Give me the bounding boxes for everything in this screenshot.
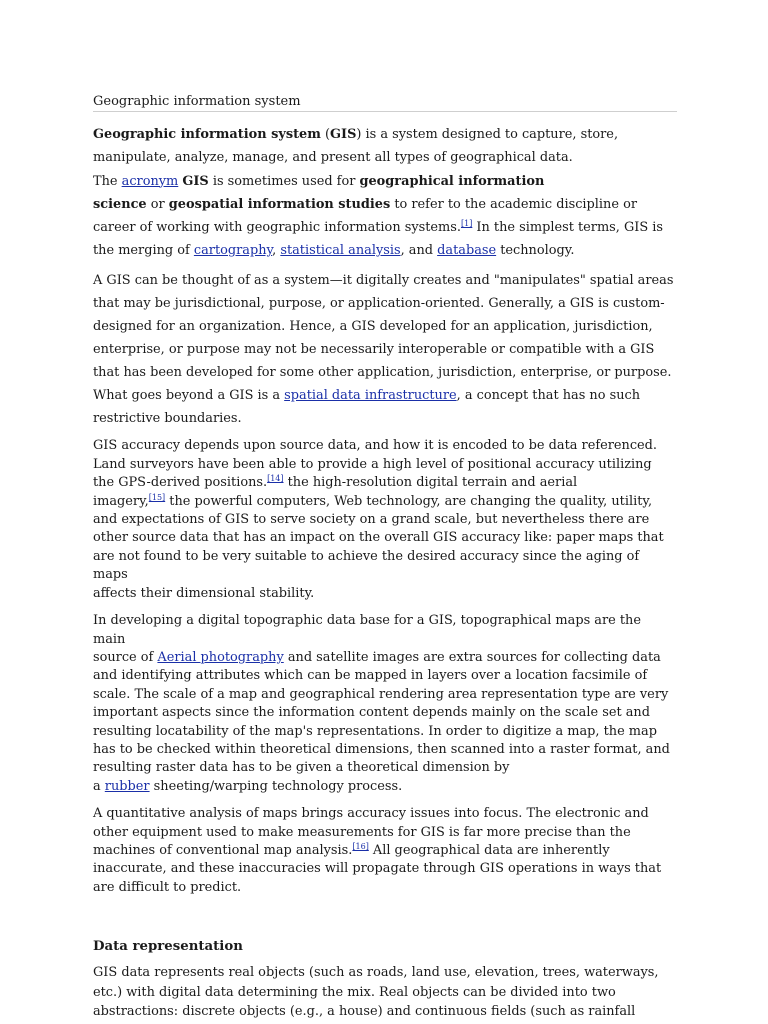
bold-term: science: [93, 196, 147, 212]
text: abstractions: discrete objects (e.g., a house) and continuous fields (such as rainfall: [93, 1004, 636, 1020]
text: are not found to be very suitable to achieve the desired accuracy since the aging of maps: [93, 548, 640, 583]
text: A GIS can be thought of as a system—it digitally creates and "manipulates" spatial areas: [93, 272, 674, 288]
text: All geographical data are inherently: [368, 842, 610, 858]
paragraph-data-representation: [93, 963, 677, 1022]
text: , a concept that has no such: [456, 388, 641, 404]
bold-term: GIS: [182, 173, 209, 189]
citation-link-16[interactable]: [16]: [352, 841, 369, 851]
intro-paragraph: [93, 123, 677, 263]
text: etc.) with digital data determining the mix. Real objects can be divided into two: [93, 984, 616, 1000]
text: GIS data represents real objects (such as roads, land use, elevation, trees, waterways,: [93, 965, 659, 981]
text: machines of conventional map analysis.: [93, 842, 353, 858]
bold-term: GIS: [330, 127, 357, 142]
link-spatial-data-infrastructure[interactable]: spatial data infrastructure: [284, 388, 457, 404]
text: the high-resolution digital terrain and aerial: [283, 475, 578, 491]
link-aerial-photography[interactable]: Aerial photography: [157, 649, 284, 665]
text: affects their dimensional stability.: [93, 585, 315, 601]
text: The: [93, 173, 122, 189]
text: the merging of: [93, 243, 194, 259]
text: and satellite images are extra sources for collecting data: [283, 649, 661, 665]
paragraph-topographic-data: [93, 612, 677, 796]
text: that has been developed for some other application, jurisdiction, enterprise, or purpose.: [93, 365, 672, 381]
text: ) is a system designed to capture, store,: [356, 127, 619, 142]
text: manipulate, analyze, manage, and present all types of geographical data.: [93, 150, 573, 166]
text: career of working with geographic information systems.: [93, 220, 461, 236]
text: inaccurate, and these inaccuracies will propagate through GIS operations in ways that: [93, 861, 662, 877]
link-cartography[interactable]: cartography: [193, 243, 273, 259]
text: other equipment used to make measurements for GIS is far more precise than the: [93, 824, 631, 840]
citation-14: [267, 474, 283, 483]
text: designed for an organization. Hence, a GIS developed for an application, jurisdiction,: [93, 318, 653, 334]
text: A quantitative analysis of maps brings accuracy issues into focus. The electronic and: [93, 806, 649, 822]
text: , and: [400, 243, 438, 259]
text: the powerful computers, Web technology, are changing the quality, utility,: [165, 493, 653, 509]
text: resulting locatability of the map's representations. In order to digitize a map, the map: [93, 723, 657, 739]
text: What goes beyond a GIS is a: [93, 388, 285, 404]
link-acronym[interactable]: acronym: [121, 173, 179, 189]
text: sheeting/warping technology process.: [149, 778, 403, 794]
text: are difficult to predict.: [93, 879, 242, 895]
text: In developing a digital topographic data base for a GIS, topographical maps are the main: [93, 613, 641, 647]
citation-link-1[interactable]: [1]: [460, 219, 473, 229]
text: other source data that has an impact on the overall GIS accuracy like: paper maps that: [93, 530, 664, 546]
paragraph-quantitative-analysis: [93, 805, 677, 897]
text: and expectations of GIS to serve society on a grand scale, but nevertheless there are: [93, 512, 650, 528]
text: to refer to the academic discipline or: [390, 196, 637, 212]
text: enterprise, or purpose may not be necessarily interoperable or compatible with a GIS: [93, 342, 655, 358]
citation-link-14[interactable]: [14]: [267, 474, 284, 484]
text: and identifying attributes which can be mapped in layers over a location facsimile of: [93, 668, 648, 684]
text: imagery,: [93, 493, 149, 509]
text: is sometimes used for: [208, 173, 360, 189]
document-title: Geographic information system: [93, 94, 677, 112]
bold-term: geospatial information studies: [168, 196, 391, 212]
text: that may be jurisdictional, purpose, or application-oriented. Generally, a GIS is custom-: [93, 295, 665, 311]
text: scale. The scale of a map and geographical rendering area representation type are very: [93, 686, 669, 702]
text: source of: [93, 649, 158, 665]
text: ,: [272, 243, 281, 259]
article-body: [93, 123, 677, 1022]
text: the GPS-derived positions.: [93, 475, 268, 491]
bold-term: geographical information: [359, 173, 545, 189]
text: resulting raster data has to be given a theoretical dimension by: [93, 760, 510, 776]
link-rubber[interactable]: rubber: [104, 778, 150, 794]
text: or: [146, 196, 169, 212]
text: (: [320, 127, 331, 142]
paragraph-gis-system: [93, 269, 677, 431]
text: has to be checked within theoretical dimensions, then scanned into a raster format, and: [93, 741, 670, 757]
link-statistical-analysis[interactable]: statistical analysis: [280, 243, 401, 259]
text: restrictive boundaries.: [93, 411, 242, 427]
text: a: [93, 778, 105, 794]
paragraph-gis-accuracy: [93, 437, 677, 603]
bold-term: Geographic information system: [93, 127, 321, 142]
text: GIS accuracy depends upon source data, and how it is encoded to be data referenced.: [93, 438, 658, 454]
citation-15: [149, 493, 165, 502]
link-database[interactable]: database: [437, 243, 497, 259]
citation-link-15[interactable]: [15]: [148, 492, 166, 502]
text: Land surveyors have been able to provide a high level of positional accuracy utilizing: [93, 456, 652, 472]
section-heading: Data representation: [93, 939, 243, 955]
citation-1: [461, 219, 472, 228]
citation-16: [352, 842, 368, 851]
text: In the simplest terms, GIS is: [472, 220, 664, 236]
text: important aspects since the information content depends mainly on the scale set and: [93, 705, 650, 721]
text: technology.: [496, 243, 575, 259]
